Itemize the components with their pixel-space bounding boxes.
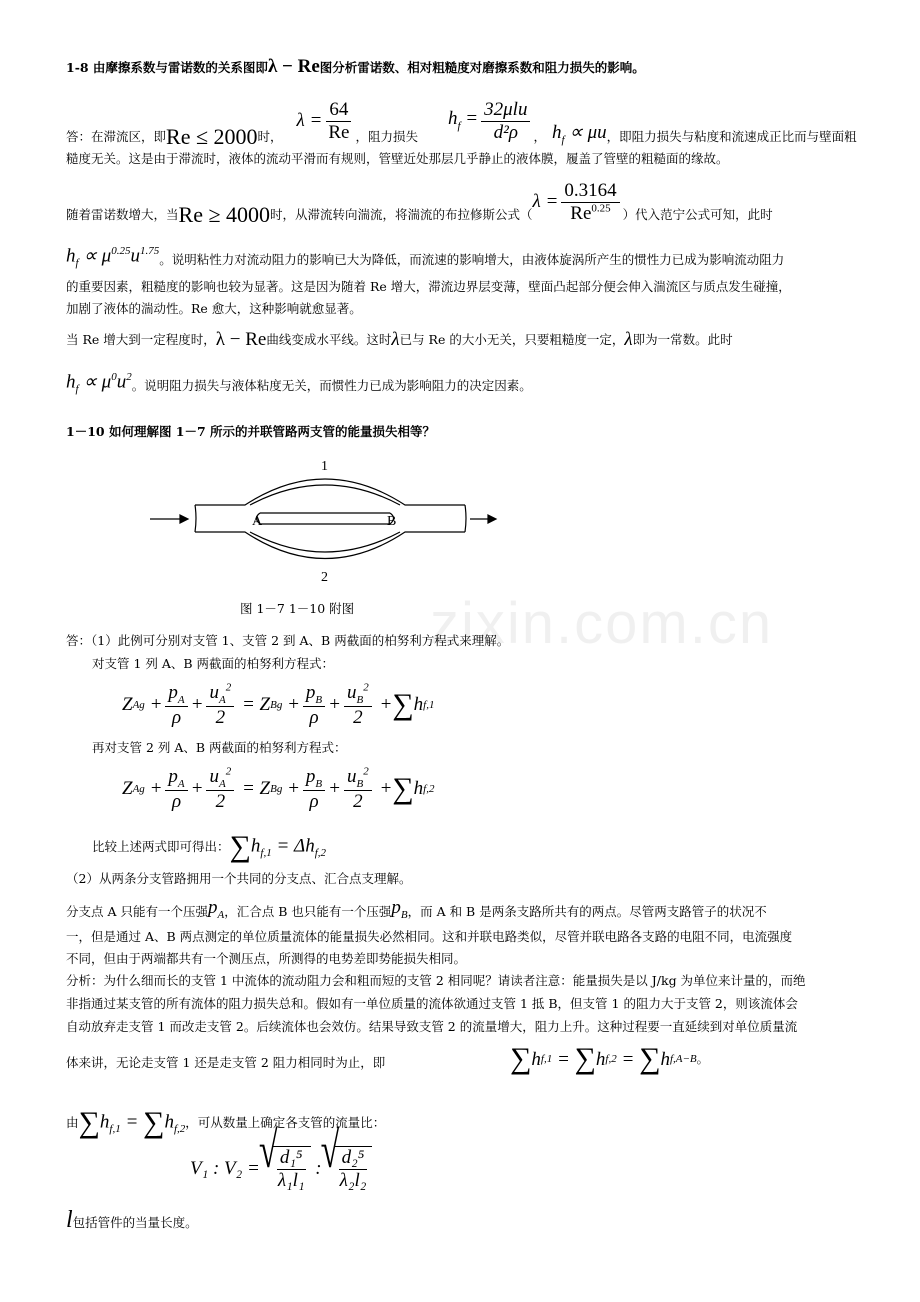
bernoulli-equation-1: Z Ag + $\frac{p_A}{\rho}$ + $\frac{u_A^2}{2}$ = Z Bg + $\frac{p_B}{\rho}$ + $\frac{u_B^2}{2}$ + ∑ h f,1	[122, 681, 435, 728]
point-b-label: B	[387, 514, 397, 529]
parallel-pipe-diagram	[150, 455, 510, 590]
watermark: zixin.com.cn	[430, 591, 774, 656]
figure-caption: 图 1－7 1－10 附图	[240, 601, 355, 616]
answer-line: 分支点 A 只能有一个压强 $p_A$ ，汇合点 B 也只能有一个压强 $p_B$ ，而 A 和 B 是两条支路所共有的两点。尽管两支路管子的状况不	[66, 897, 767, 921]
answer-line: 一，但是通过 A、B 两点测定的单位质量流体的能量损失必然相同。这和并联电路类似，尽管并联电路各支路的电阻不同，电流强度	[66, 929, 793, 944]
equal-loss-equation: ∑ h f,1 = ∑ h f,2 = ∑ h f,A−B 。	[510, 1042, 709, 1075]
branch-2-label: 2	[321, 570, 328, 585]
paragraph-laminar-cont: 糙度无关。这是由于滞流时，液体的流动平滑而有规则，管壁近处那层几乎静止的液体膜，履盖了管壁的粗糙面的缘故。	[66, 151, 729, 166]
paragraph-rough-cont: $h_f \propto \mu^0u^2$ 。说明阻力损失与液体粘度无关，而惯性力已成为影响阻力的决定因素。	[66, 371, 532, 396]
answer-line: 自动放弃走支管 1 而改走支管 2。后续流体也会效仿。结果导致支管 2 的流量增大，阻力上升。这种过程要一直延续到对单位质量流	[66, 1019, 798, 1034]
answer-line: （2）从两条分支管路拥用一个共同的分支点、汇合点支理解。	[66, 871, 412, 886]
comparison-line: 比较上述两式即可得出： $\sum h_{f,1} = \Delta h_{f,2}$	[92, 830, 327, 863]
flow-ratio-intro: 由 $\sum h_{f,1} = \sum h_{f,2}$ ，可从数量上确定各支管的流量比：	[66, 1106, 386, 1139]
branch-1-label: 1	[321, 459, 328, 474]
bernoulli-equation-2: Z Ag + $\frac{p_A}{\rho}$ + $\frac{u_A^2}{2}$ = Z Bg + $\frac{p_B}{\rho}$ + $\frac{u_B^2}{2}$ + ∑ h f,2	[122, 765, 435, 812]
question-1-8-title: 1-8 由摩擦系数与雷诺数的关系图即λ − Re图分析雷诺数、相对粗糙度对磨擦系数和阻力损失的影响。	[66, 56, 645, 77]
answer-line: 答：（1）此例可分别对支管 1、支管 2 到 A、B 两截面的柏努利方程式来理解。	[66, 633, 510, 648]
closing-note: l 包括管件的当量长度。	[66, 1207, 198, 1233]
paragraph-line: 的重要因素，粗糙度的影响也较为显著。这是因为随着 Re 增大，滞流边界层变薄，壁面凸起部分便会伸入湍流区与质点发生碰撞，	[66, 279, 791, 294]
answer-line: 非指通过某支管的所有流体的阻力损失总和。假如有一单位质量的流体欲通过支管 1 抵 B，但支管 1 的阻力大于支管 2，则该流体会	[66, 996, 798, 1011]
answer-line: 分析：为什么细而长的支管 1 中流体的流动阻力会和粗而短的支管 2 相同呢？请读者注意：能量损失是以 J/kg 为单位来计量的，而绝	[66, 973, 806, 988]
answer-line: 体来讲，无论走支管 1 还是走支管 2 阻力相同时为止，即	[66, 1055, 386, 1070]
question-1-10-title: 1－10 如何理解图 1－7 所示的并联管路两支管的能量损失相等？	[66, 424, 436, 439]
paragraph-line: 加剧了液体的湍动性。Re 愈大，这种影响就愈显著。	[66, 301, 362, 316]
answer-line: 再对支管 2 列 A、B 两截面的柏努利方程式：	[92, 740, 347, 755]
point-a-label: A	[252, 514, 263, 529]
answer-line: 对支管 1 列 A、B 两截面的柏努利方程式：	[92, 656, 335, 671]
paragraph-rough: 当 Re 增大到一定程度时， λ − Re 曲线变成水平线。这时 λ 已与 Re 的大小无关，只要粗糙度一定， λ 即为一常数。此时	[66, 329, 733, 350]
paragraph-laminar: 答：在滞流区，即 Re ≤ 2000 时， λ = $\frac{64}{Re}$ ，阻力损失 $h_f$ = $\frac{\text{32μlu}}{\text{d²ρ}}$ ， $h_f \propto \mu u$ ，即阻力损失与粘度和流速成正比而与壁面粗	[66, 98, 857, 149]
flow-ratio-equation: V₁ : V₂ = √ $\frac{\text{d₁⁵}}{\text{λ₁l₁}}$ : √ $\frac{\text{d₂⁵}}{\text{λ₂l₂}}$	[190, 1146, 372, 1192]
answer-line: 不同，但由于两端都共有一个测压点，所测得的电势差即势能损失相同。	[66, 951, 467, 966]
paragraph-turbulent: 随着雷诺数增大，当 Re ≥ 4000 时，从滞流转向湍流，将湍流的布拉修斯公式（ λ = $\frac{0.3164}{Re^{0.25}}$ ）代入范宁公式可知，此时	[66, 179, 773, 227]
paragraph-turbulent-cont: $h_f \propto \mu^{0.25}u^{1.75}$ 。说明粘性力对流动阻力的影响已大为降低，而流速的影响增大，由液体旋涡所产生的惯性力已成为影响流动阻力	[66, 245, 785, 270]
